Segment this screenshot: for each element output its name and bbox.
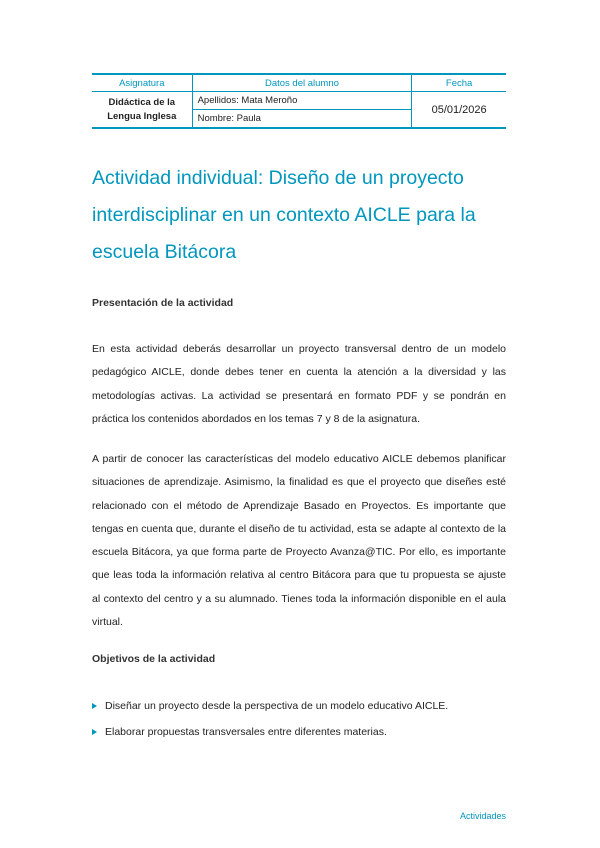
bullet-arrow-icon (92, 729, 97, 735)
header-col-subject: Asignatura (92, 74, 192, 92)
bullet-arrow-icon (92, 703, 97, 709)
presentation-heading: Presentación de la actividad (92, 297, 234, 309)
document-title: Actividad individual: Diseño de un proyecto interdisciplinar en un contexto AICLE para la escuela Bitácora (92, 167, 476, 263)
subject-cell: Didáctica de la Lengua Inglesa (92, 92, 192, 129)
paragraph-2: A partir de conocer las características del modelo educativo AICLE debemos planificar situaciones de aprendizaje. Asimismo, la finalidad es que el proyecto que diseñes esté relacionado con el método de Aprendizaje Basado en Proyectos. Es importante que tengas en cuenta que, durante el diseño de tu actividad, esta se adapte al contexto de la escuela Bitácora, ya que forma parte de Proyecto Avanza@TIC. Por ello, es importante que leas toda la información relativa al centro Bitácora para que tu propuesta se ajuste al contexto del centro y a su alumnado. Tienes toda la información disponible en el aula virtual. (92, 453, 506, 629)
date-cell: 05/01/2026 (412, 92, 506, 129)
header-col-date: Fecha (412, 74, 506, 92)
objective-text: Elaborar propuestas transversales entre diferentes materias. (105, 726, 387, 738)
surname-cell: Apellidos: Mata Meroño (192, 92, 412, 110)
header-table (92, 73, 506, 129)
list-item (92, 719, 506, 745)
objective-text: Diseñar un proyecto desde la perspectiva de un modelo educativo AICLE. (105, 700, 449, 712)
paragraph-1: En esta actividad deberás desarrollar un proyecto transversal dentro de un modelo pedagógico AICLE, donde debes tener en cuenta la atención a la diversidad y las metodologías activas. La actividad se presentará en formato PDF y se pondrán en práctica los contenidos abordados en los temas 7 y 8 de la asignatura. (92, 343, 506, 425)
footer-label: Actividades (459, 811, 506, 821)
objectives-list (92, 693, 506, 745)
name-cell: Nombre: Paula (192, 110, 412, 129)
objectives-heading: Objetivos de la actividad (92, 653, 216, 665)
header-col-student: Datos del alumno (192, 74, 412, 92)
list-item (92, 693, 506, 719)
